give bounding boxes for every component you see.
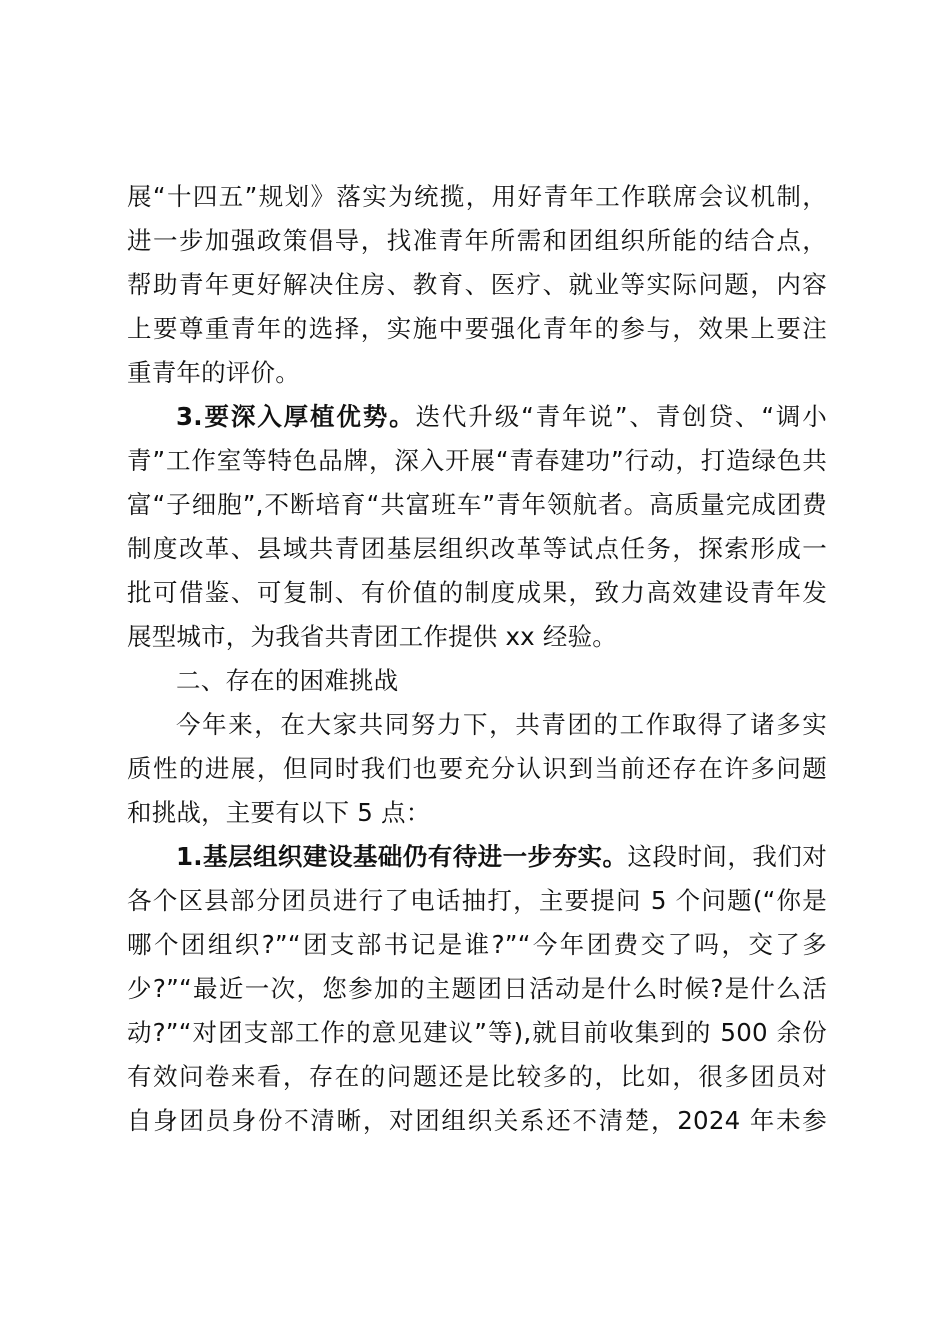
bold-heading: 3.要深入厚植优势。 — [176, 402, 416, 431]
text-line: 上要尊重青年的选择，实施中要强化青年的参与，效果上要注 — [127, 314, 827, 343]
text-line: 展型城市，为我省共青团工作提供 xx 经验。 — [127, 622, 617, 651]
text-line: 今年来，在大家共同努力下，共青团的工作取得了诸多实 — [176, 710, 827, 739]
text-line: 有效问卷来看，存在的问题还是比较多的，比如，很多团员对 — [127, 1062, 827, 1091]
text-line: 批可借鉴、可复制、有价值的制度成果，致力高效建设青年发 — [127, 578, 827, 607]
text-line: 哪个团组织?”“团支部书记是谁?”“今年团费交了吗，交了多 — [127, 930, 827, 959]
paragraph-heading-line: 1.基层组织建设基础仍有待进一步夯实。这段时间，我们对 — [176, 842, 828, 871]
text-line: 各个区县部分团员进行了电话抽打，主要提问 5 个问题(“你是 — [127, 886, 827, 915]
text-line: 和挑战，主要有以下 5 点： — [127, 798, 431, 827]
text-line: 质性的进展，但同时我们也要充分认识到当前还存在许多问题 — [127, 754, 827, 783]
text-line: 动?”“对团支部工作的意见建议”等),就目前收集到的 500 余份 — [127, 1018, 827, 1047]
bold-heading: 1.基层组织建设基础仍有待进一步夯实。 — [176, 842, 628, 871]
section-heading: 二、存在的困难挑战 — [176, 666, 399, 695]
paragraph-heading-line: 3.要深入厚植优势。迭代升级“青年说”、青创贷、“调小 — [176, 402, 827, 431]
text-line: 富“子细胞”,不断培育“共富班车”青年领航者。高质量完成团费 — [127, 490, 827, 519]
text-line: 自身团员身份不清晰，对团组织关系还不清楚，2024 年未参 — [127, 1106, 827, 1135]
text-line: 制度改革、县域共青团基层组织改革等试点任务，探索形成一 — [127, 534, 827, 563]
text-line: 少?”“最近一次，您参加的主题团日活动是什么时候?是什么活 — [127, 974, 827, 1003]
text-line: 青”工作室等特色品牌，深入开展“青春建功”行动，打造绿色共 — [127, 446, 827, 475]
text-line: 重青年的评价。 — [127, 358, 300, 387]
text-line: 帮助青年更好解决住房、教育、医疗、就业等实际问题，内容 — [127, 270, 827, 299]
text-line: 展“十四五”规划》落实为统揽，用好青年工作联席会议机制， — [127, 182, 827, 211]
text-line: 进一步加强政策倡导，找准青年所需和团组织所能的结合点， — [127, 226, 827, 255]
